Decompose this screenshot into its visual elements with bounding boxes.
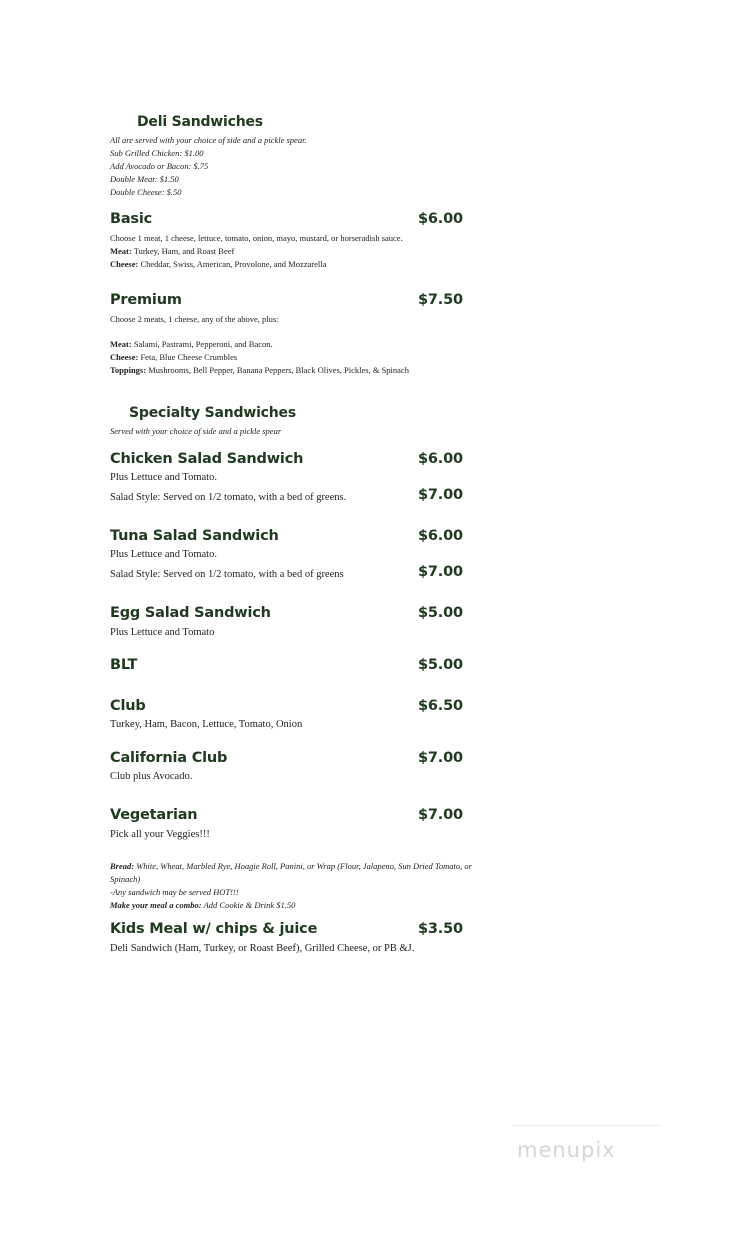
club-desc: Turkey, Ham, Bacon, Lettuce, Tomato, Onion: [110, 719, 303, 730]
combo-label: Make your meal a combo:: [110, 900, 202, 910]
basic-cheese-line: [110, 258, 440, 271]
deli-notes: [110, 134, 307, 199]
club-price: $6.50: [418, 698, 463, 714]
deli-section-title: Deli Sandwiches: [137, 114, 263, 130]
premium-details: [110, 338, 440, 377]
blt-name: BLT: [110, 657, 138, 673]
meat-text: Salami, Pastrami, Pepperoni, and Bacon.: [131, 339, 273, 349]
style-label: Salad Style:: [110, 569, 161, 580]
basic-line: Choose 1 meat, 1 cheese, lettuce, tomato, onion, mayo, mustard, or horseradish sauce.: [110, 233, 403, 243]
chicken-salad-name: Chicken Salad Sandwich: [110, 451, 304, 467]
kids-meal-price: $3.50: [418, 921, 463, 937]
vegetarian-price: $7.00: [418, 807, 463, 823]
toppings-text: Mushrooms, Bell Pepper, Banana Peppers, Black Olives, Pickles, & Spinach: [146, 365, 409, 375]
egg-salad-name: Egg Salad Sandwich: [110, 605, 271, 621]
vegetarian-name: Vegetarian: [110, 807, 198, 823]
cheese-text: Feta, Blue Cheese Crumbles: [138, 352, 238, 362]
california-club-price: $7.00: [418, 750, 463, 766]
deli-note: Sub Grilled Chicken: $1.00: [110, 148, 204, 158]
tuna-salad-desc: Plus Lettuce and Tomato.: [110, 549, 217, 560]
meat-label: Meat:: [110, 339, 132, 349]
deli-note: Double Cheese: $.50: [110, 187, 182, 197]
bread-line: [110, 860, 490, 886]
footnotes: [110, 860, 490, 912]
deli-note: Add Avocado or Bacon: $.75: [110, 161, 209, 171]
deli-note: Double Meat: $1.50: [110, 174, 179, 184]
specialty-note: Served with your choice of side and a pickle spear: [110, 426, 282, 436]
basic-description: [110, 232, 440, 271]
deli-note: All are served with your choice of side and a pickle spear.: [110, 135, 307, 145]
tuna-salad-style: [110, 567, 344, 582]
bread-text: White, Wheat, Marbled Rye, Hoagie Roll, Panini, or Wrap (Flour, Jalapeno, Sun Dried Tomato, or Spinach): [110, 861, 472, 884]
toppings-label: Toppings:: [110, 365, 147, 375]
basic-price: $6.00: [418, 211, 463, 227]
meat-label: Meat:: [110, 246, 132, 256]
style-text: Served on 1/2 tomato, with a bed of greens: [160, 569, 344, 580]
california-club-desc: Club plus Avocado.: [110, 771, 193, 782]
egg-salad-price: $5.00: [418, 605, 463, 621]
premium-toppings-line: [110, 364, 440, 377]
menupix-watermark: menupix: [517, 1138, 616, 1162]
blt-price: $5.00: [418, 657, 463, 673]
premium-cheese-line: [110, 351, 440, 364]
club-name: Club: [110, 698, 146, 714]
egg-salad-desc: Plus Lettuce and Tomato: [110, 627, 215, 638]
chicken-salad-price: $6.00: [418, 451, 463, 467]
premium-meat-line: [110, 338, 440, 351]
premium-price: $7.50: [418, 292, 463, 308]
cheese-label: Cheese:: [110, 259, 139, 269]
vegetarian-desc: Pick all your Veggies!!!: [110, 829, 210, 840]
premium-line: Choose 2 meats, 1 cheese, any of the above, plus:: [110, 314, 279, 324]
tuna-salad-style-price: $7.00: [418, 564, 463, 580]
chicken-salad-style: [110, 490, 346, 505]
meat-text: Turkey, Ham, and Roast Beef: [131, 246, 235, 256]
tuna-salad-price: $6.00: [418, 528, 463, 544]
cheese-text: Cheddar, Swiss, American, Provolone, and Mozzarella: [138, 259, 327, 269]
style-label: Salad Style:: [110, 492, 161, 503]
premium-name: Premium: [110, 292, 182, 308]
combo-line: [110, 899, 490, 912]
combo-text: Add Cookie & Drink $1.50: [201, 900, 296, 910]
style-text: Served on 1/2 tomato, with a bed of greens.: [160, 492, 347, 503]
bread-label: Bread:: [110, 861, 135, 871]
specialty-section-title: Specialty Sandwiches: [129, 405, 296, 421]
chicken-salad-desc: Plus Lettuce and Tomato.: [110, 472, 217, 483]
california-club-name: California Club: [110, 750, 228, 766]
kids-meal-name: Kids Meal w/ chips & juice: [110, 921, 318, 937]
basic-name: Basic: [110, 211, 153, 227]
tuna-salad-name: Tuna Salad Sandwich: [110, 528, 279, 544]
watermark-rule: [512, 1125, 662, 1126]
hot-line: -Any sandwich may be served HOT!!!: [110, 887, 239, 897]
cheese-label: Cheese:: [110, 352, 139, 362]
basic-meat-line: [110, 245, 440, 258]
kids-meal-desc: Deli Sandwich (Ham, Turkey, or Roast Beef), Grilled Cheese, or PB &J.: [110, 943, 415, 954]
chicken-salad-style-price: $7.00: [418, 487, 463, 503]
